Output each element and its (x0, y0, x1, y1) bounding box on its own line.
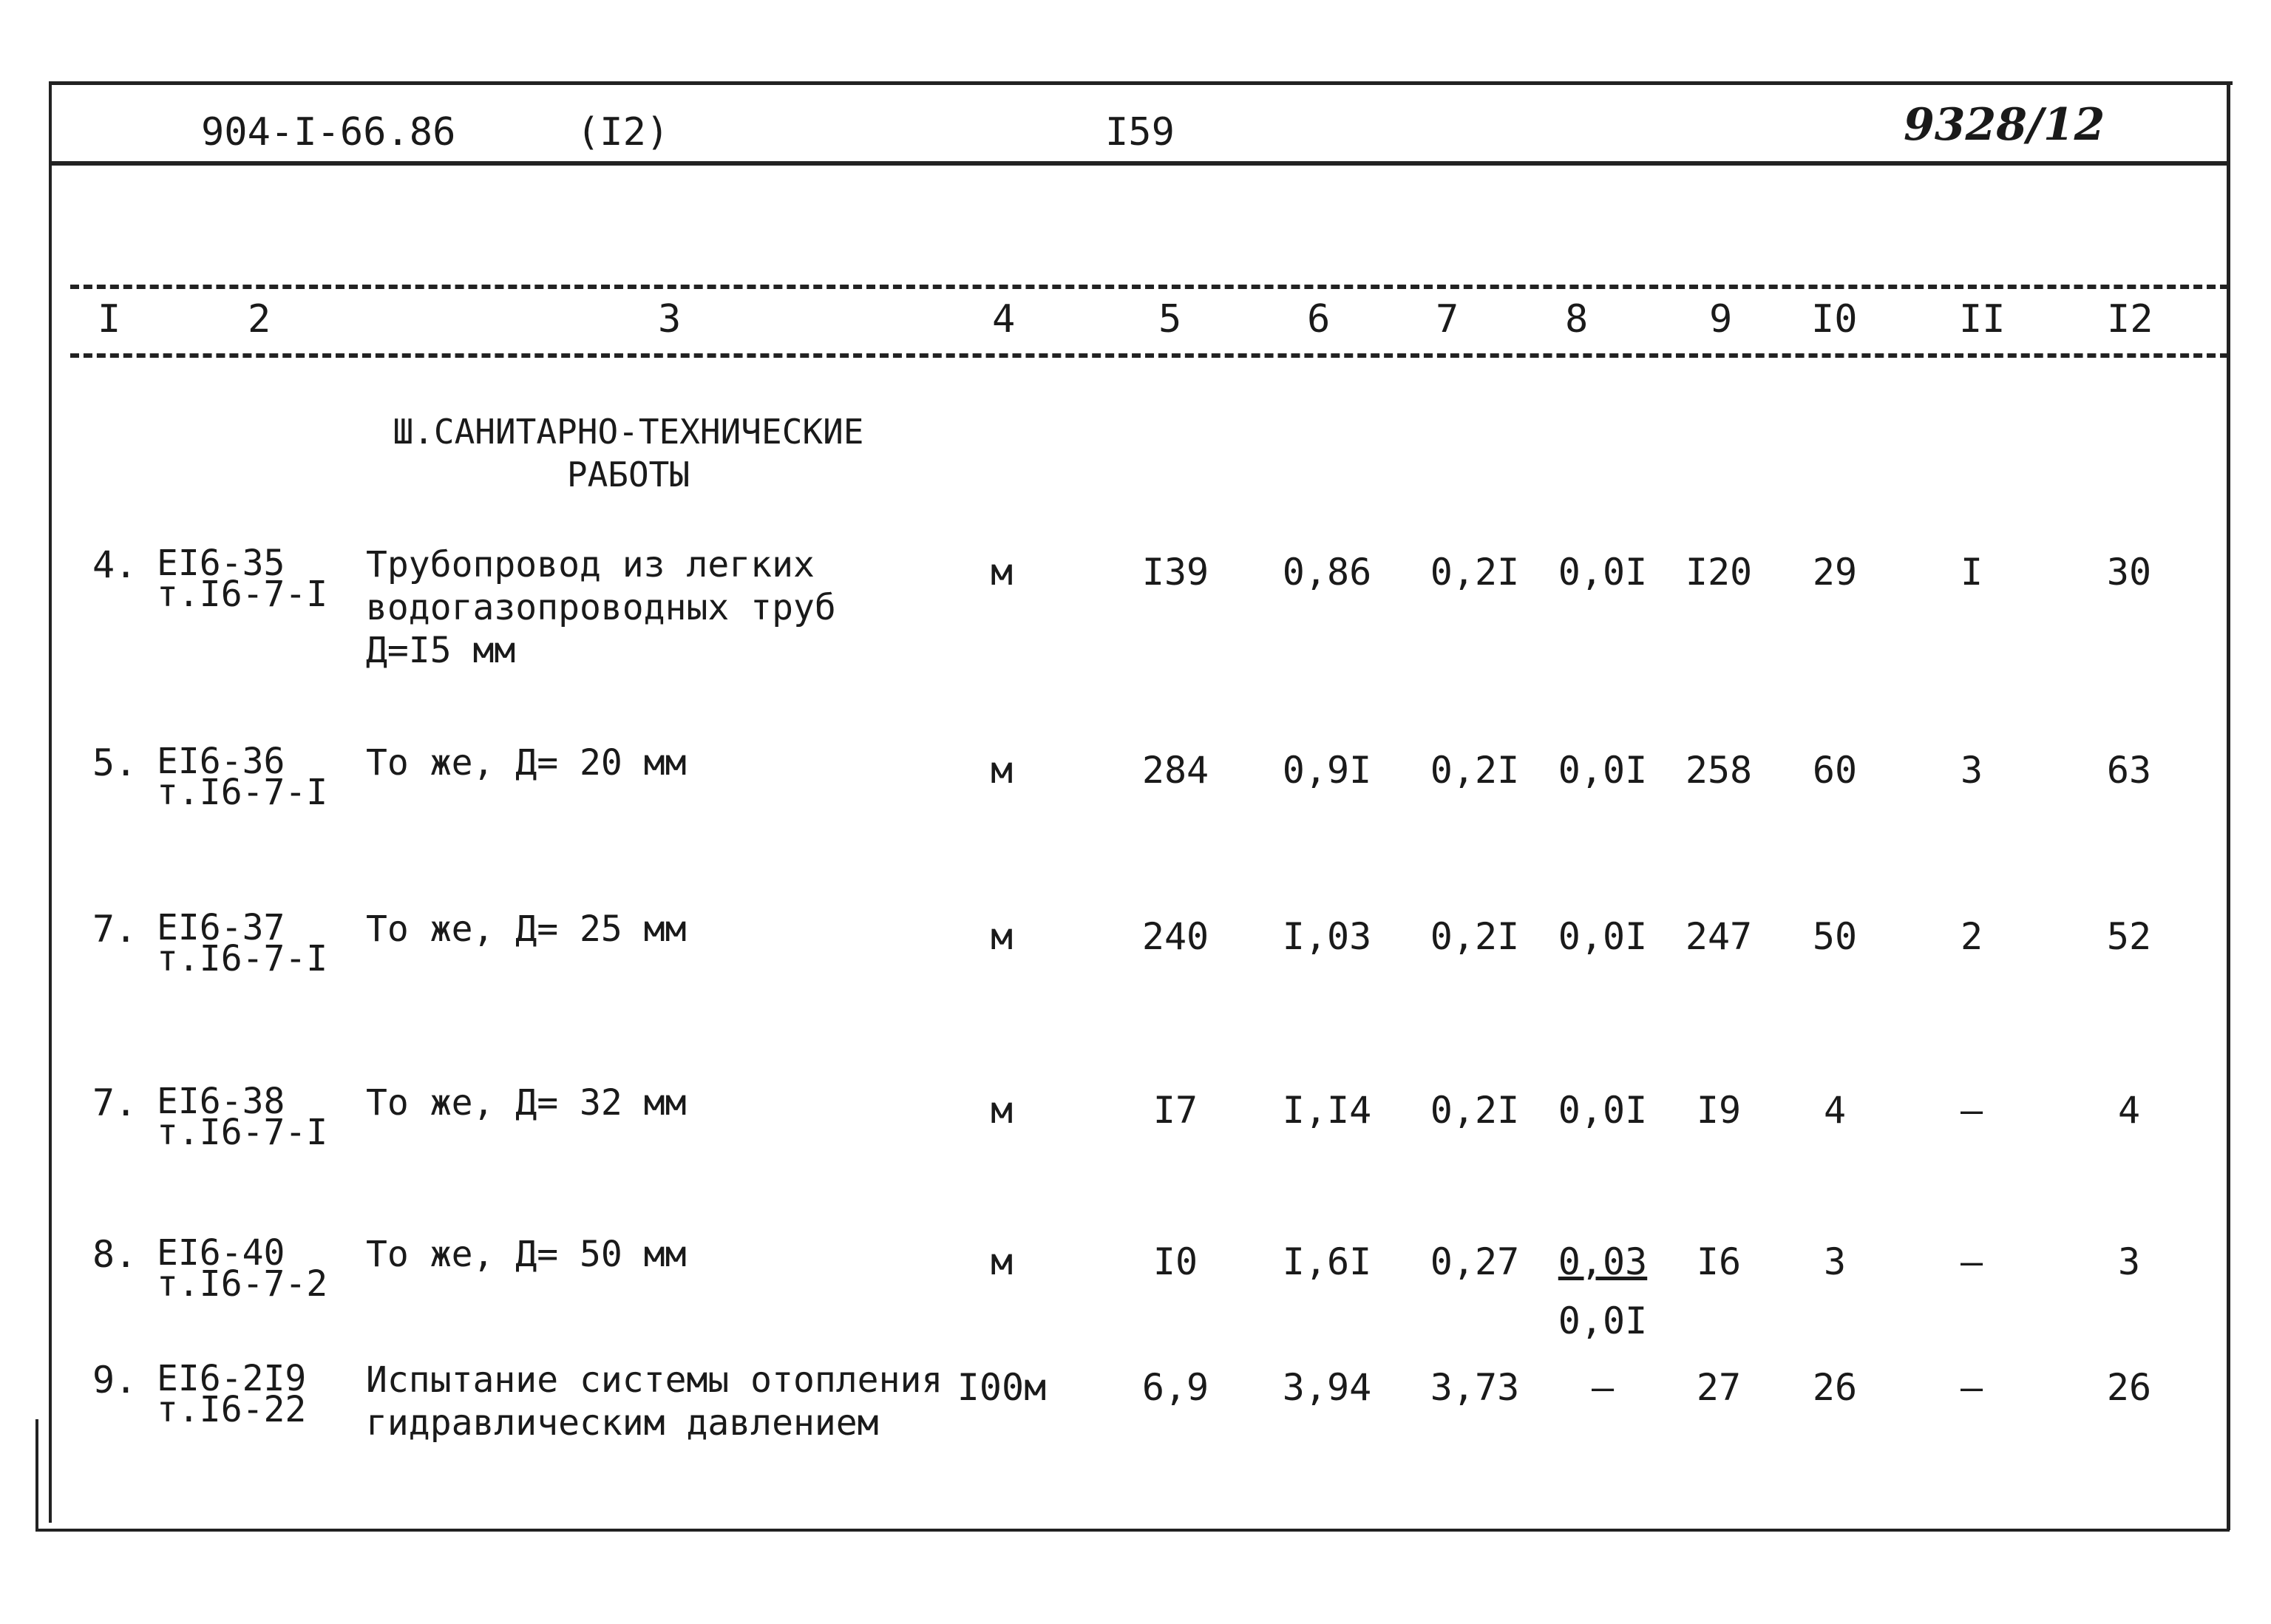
cell-c10: 4 (1823, 1089, 1847, 1132)
work-description (366, 741, 686, 784)
description-line: То же, Д= 20 мм (366, 742, 687, 784)
column-number: 2 (248, 297, 271, 342)
cell-c12: 52 (2106, 915, 2152, 958)
column-number: 6 (1307, 297, 1331, 342)
cell-c6: I,I4 (1282, 1089, 1372, 1132)
description-line: То же, Д= 25 мм (366, 908, 687, 950)
description-line: То же, Д= 50 мм (366, 1234, 687, 1275)
table-reference: т.I6-7-I (157, 1112, 328, 1153)
cell-c6: 0,9I (1282, 749, 1372, 792)
cell-c5: 240 (1141, 915, 1209, 958)
cell-c5: I0 (1153, 1240, 1198, 1283)
cell-c8-denominator: 0,0I (1558, 1299, 1648, 1342)
cell-c8: – (1591, 1366, 1615, 1409)
description-line: гидравлическим давлением (366, 1402, 879, 1444)
cell-c8: 0,0I (1558, 749, 1648, 792)
rate-code: EI6-35 (157, 543, 285, 584)
cell-c11: – (1960, 1240, 1983, 1283)
column-number: 9 (1709, 297, 1733, 342)
cell-c9: 247 (1685, 915, 1753, 958)
work-description (366, 1359, 943, 1444)
cell-c12: 30 (2106, 551, 2152, 594)
frame-right-line (2227, 81, 2230, 1530)
handwritten-reference: 9328/12 (1904, 99, 2105, 151)
column-number: 7 (1436, 297, 1459, 342)
cell-unit: I00м (957, 1366, 1047, 1409)
work-description (366, 1081, 686, 1124)
cell-c11: 2 (1960, 915, 1983, 958)
frame-bottom-line (35, 1529, 2230, 1532)
cell-c6: 0,86 (1282, 551, 1372, 594)
cell-c9: I9 (1696, 1089, 1742, 1132)
row-number: 5. (92, 741, 138, 784)
cell-c7: 0,27 (1430, 1240, 1520, 1283)
cell-c10: 3 (1823, 1240, 1847, 1283)
table-reference: т.I6-7-I (157, 574, 328, 615)
section-title-line: Ш.САНИТАРНО-ТЕХНИЧЕСКИЕ (393, 412, 864, 452)
cell-c7: 0,2I (1430, 551, 1520, 594)
column-number: 3 (658, 297, 682, 342)
table-reference: т.I6-7-I (157, 772, 328, 813)
table-reference: т.I6-7-2 (157, 1263, 328, 1305)
column-number: I0 (1811, 297, 1858, 342)
column-number: I2 (2107, 297, 2153, 342)
work-description (366, 543, 836, 672)
row-number: 9. (92, 1359, 138, 1402)
cell-c8: 0,03 (1558, 1240, 1648, 1283)
rate-code: EI6-38 (157, 1081, 285, 1122)
description-line: Д=I5 мм (366, 630, 516, 671)
cell-c5: I39 (1141, 551, 1209, 594)
description-line: Испытание системы отопления (366, 1359, 943, 1401)
cell-unit: м (990, 1240, 1014, 1283)
column-number: I (98, 297, 121, 342)
description-line: водогазопроводных труб (366, 587, 836, 628)
cell-c5: I7 (1153, 1089, 1198, 1132)
cell-c5: 284 (1141, 749, 1209, 792)
cell-c8: 0,0I (1558, 551, 1648, 594)
description-line: То же, Д= 32 мм (366, 1082, 687, 1124)
cell-c9: I20 (1685, 551, 1753, 594)
description-line: Трубопровод из легких (366, 544, 815, 585)
cell-c6: I,03 (1282, 915, 1372, 958)
album-number: (I2) (577, 110, 670, 154)
cell-unit: м (990, 551, 1014, 594)
cell-c5: 6,9 (1141, 1366, 1209, 1409)
cell-unit: м (990, 749, 1014, 792)
column-number: II (1959, 297, 2006, 342)
cell-unit: м (990, 1089, 1014, 1132)
row-number: 7. (92, 1081, 138, 1124)
table-reference: т.I6-7-I (157, 938, 328, 979)
work-description (366, 908, 686, 951)
cell-c7: 0,2I (1430, 749, 1520, 792)
cell-c6: 3,94 (1282, 1366, 1372, 1409)
section-title (370, 410, 887, 496)
cell-c11: – (1960, 1089, 1983, 1132)
cell-c7: 0,2I (1430, 915, 1520, 958)
cell-c10: 50 (1812, 915, 1858, 958)
cell-c12: 3 (2117, 1240, 2141, 1283)
column-header-bottom-dashed-line (70, 353, 2229, 358)
cell-c10: 60 (1812, 749, 1858, 792)
cell-c11: – (1960, 1366, 1983, 1409)
cell-c11: I (1960, 551, 1983, 594)
cell-c8: 0,0I (1558, 1089, 1648, 1132)
table-reference: т.I6-22 (157, 1389, 307, 1430)
rate-code: EI6-37 (157, 907, 285, 948)
header-rule (52, 161, 2229, 166)
page-number: I59 (1105, 110, 1175, 154)
cell-unit: м (990, 915, 1014, 958)
cell-c9: I6 (1696, 1240, 1742, 1283)
column-number: 8 (1565, 297, 1589, 342)
cell-c12: 4 (2117, 1089, 2141, 1132)
row-number: 4. (92, 543, 138, 586)
work-description (366, 1233, 686, 1276)
cell-c9: 27 (1696, 1366, 1742, 1409)
column-header-top-dashed-line (70, 285, 2229, 289)
cell-c6: I,6I (1282, 1240, 1372, 1283)
frame-top-line (52, 81, 2233, 85)
rate-code: EI6-36 (157, 741, 285, 782)
cell-c9: 258 (1685, 749, 1753, 792)
row-number: 7. (92, 908, 138, 951)
frame-left-line-lower (35, 1419, 38, 1530)
cell-c12: 26 (2106, 1366, 2152, 1409)
row-number: 8. (92, 1233, 138, 1276)
cell-c7: 0,2I (1430, 1089, 1520, 1132)
cell-c10: 26 (1812, 1366, 1858, 1409)
column-number: 4 (992, 297, 1016, 342)
frame-left-line (49, 81, 52, 1523)
rate-code: EI6-40 (157, 1232, 285, 1274)
cell-c10: 29 (1812, 551, 1858, 594)
rate-code: EI6-2I9 (157, 1358, 307, 1399)
cell-c12: 63 (2106, 749, 2152, 792)
cell-c8: 0,0I (1558, 915, 1648, 958)
cell-c11: 3 (1960, 749, 1983, 792)
document-code: 904-I-66.86 (201, 110, 456, 154)
cell-c7: 3,73 (1430, 1366, 1520, 1409)
column-number: 5 (1158, 297, 1182, 342)
section-title-line: РАБОТЫ (566, 455, 690, 495)
